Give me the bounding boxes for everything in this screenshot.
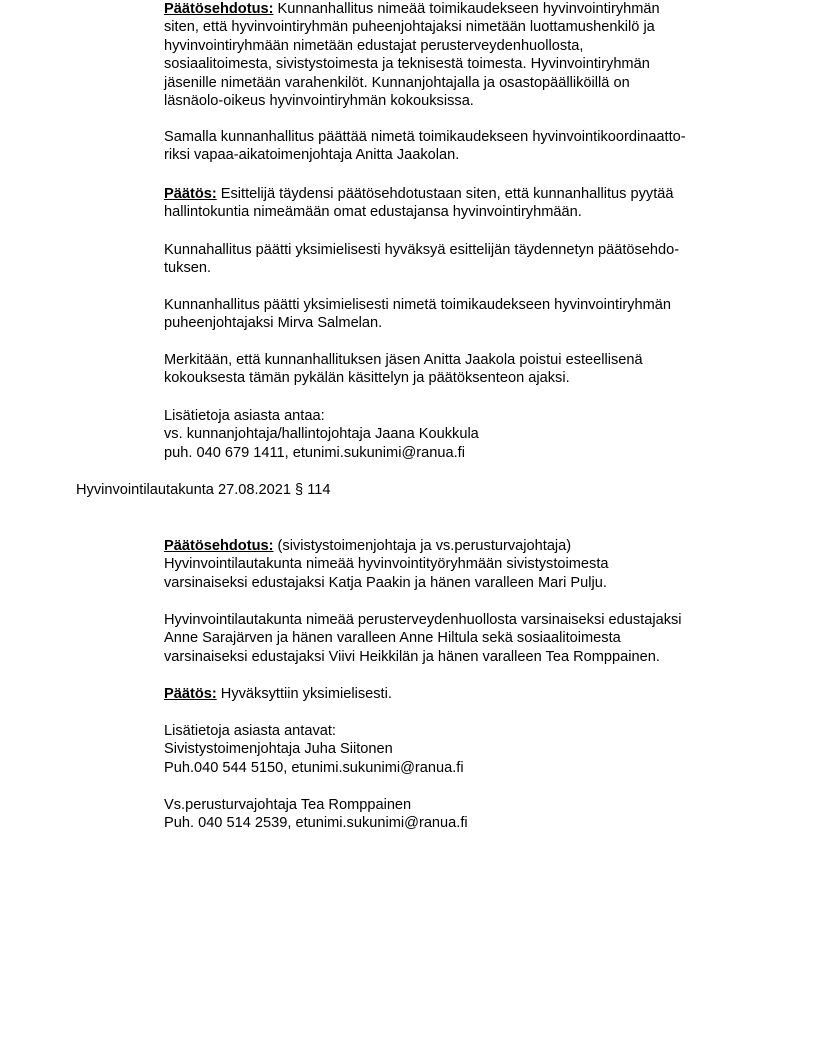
paragraph-line: Kunnanhallitus nimeää toimikaudekseen hyvinvointiryhmän — [277, 1, 660, 17]
decision-paragraph-1 — [164, 185, 754, 222]
paragraph-line: hyvinvointiryhmään nimetään edustajat perusterveydenhuollosta, — [164, 37, 584, 54]
coordinator-paragraph — [164, 128, 754, 165]
note-paragraph — [164, 351, 754, 388]
paragraph-line: varsinaiseksi edustajaksi Katja Paakin ja hänen varalleen Mari Pulju. — [164, 574, 607, 591]
paragraph-line: tuksen. — [164, 260, 212, 277]
paragraph-line: Hyväksyttiin yksimielisesti. — [220, 686, 392, 702]
paragraph-line: sosiaalitoimesta, sivistystoimesta ja teknisestä toimesta. Hyvinvointiryhmän — [164, 56, 650, 73]
contact-paragraph-2 — [164, 722, 754, 777]
paragraph-line: Puh.040 544 5150, etunimi.sukunimi@ranua.fi — [164, 759, 464, 776]
decision-label: Päätös: — [164, 186, 217, 202]
chair-paragraph — [164, 296, 754, 333]
paragraph-line: Kunnanhallitus päätti yksimielisesti nimetä toimikaudekseen hyvinvointiryhmän — [164, 297, 671, 313]
contact-paragraph-1 — [164, 407, 754, 462]
proposal-label: Päätösehdotus: — [164, 1, 274, 17]
section-heading: Hyvinvointilautakunta 27.08.2021 § 114 — [76, 482, 331, 498]
paragraph-line: varsinaiseksi edustajaksi Viivi Heikkilän ja hänen varalleen Tea Romppainen. — [164, 648, 660, 665]
paragraph-line: Anne Sarajärven ja hänen varalleen Anne Hiltula sekä sosiaalitoimesta — [164, 630, 621, 647]
paragraph-line: läsnäolo-oikeus hyvinvointiryhmän kokouksissa. — [164, 93, 474, 110]
paragraph-line: (sivistystoimenjohtaja ja vs.perusturvajohtaja) — [277, 538, 572, 554]
paragraph-line: Esittelijä täydensi päätösehdotustaan siten, että kunnanhallitus pyytää — [220, 186, 674, 202]
paragraph-line: Sivistystoimenjohtaja Juha Siitonen — [164, 741, 393, 758]
paragraph-line: hallintokuntia nimeämään omat edustajansa hyvinvointiryhmään. — [164, 204, 582, 221]
paragraph-line: vs. kunnanjohtaja/hallintojohtaja Jaana Koukkula — [164, 426, 479, 443]
paragraph-line: siten, että hyvinvointiryhmän puheenjohtajaksi nimetään luottamushenkilö ja — [164, 19, 655, 36]
paragraph-line: Lisätietoja asiasta antaa: — [164, 408, 325, 424]
paragraph-line: Hyvinvointilautakunta nimeää perusterveydenhuollosta varsinaiseksi edustajaksi — [164, 612, 682, 628]
proposal-paragraph-1 — [164, 0, 754, 110]
paragraph-line: Vs.perusturvajohtaja Tea Romppainen — [164, 797, 412, 813]
paragraph-line: puh. 040 679 1411, etunimi.sukunimi@ranua.fi — [164, 444, 465, 461]
paragraph-line: Puh. 040 514 2539, etunimi.sukunimi@ranua.fi — [164, 815, 468, 832]
approval-paragraph — [164, 241, 754, 278]
proposal-label: Päätösehdotus: — [164, 538, 274, 554]
paragraph-line: Merkitään, että kunnanhallituksen jäsen Anitta Jaakola poistui esteellisenä — [164, 352, 643, 368]
paragraph-line: Samalla kunnanhallitus päättää nimetä toimikaudekseen hyvinvointikoordinaatto- — [164, 129, 686, 145]
decision-paragraph-2 — [164, 685, 754, 703]
proposal-paragraph-2 — [164, 537, 754, 592]
paragraph-line: Lisätietoja asiasta antavat: — [164, 723, 336, 739]
representatives-paragraph — [164, 611, 754, 666]
paragraph-line: Hyvinvointilautakunta nimeää hyvinvointityöryhmään sivistystoimesta — [164, 556, 609, 573]
paragraph-line: riksi vapaa-aikatoimenjohtaja Anitta Jaakolan. — [164, 147, 460, 164]
contact-paragraph-3 — [164, 796, 754, 833]
paragraph-line: kokouksesta tämän pykälän käsittelyn ja päätöksenteon ajaksi. — [164, 370, 570, 387]
paragraph-line: Kunnahallitus päätti yksimielisesti hyväksyä esittelijän täydennetyn päätösehdo- — [164, 242, 680, 258]
paragraph-line: puheenjohtajaksi Mirva Salmelan. — [164, 315, 383, 332]
paragraph-line: jäsenille nimetään varahenkilöt. Kunnanjohtajalla ja osastopäälliköillä on — [164, 74, 630, 91]
decision-label: Päätös: — [164, 686, 217, 702]
